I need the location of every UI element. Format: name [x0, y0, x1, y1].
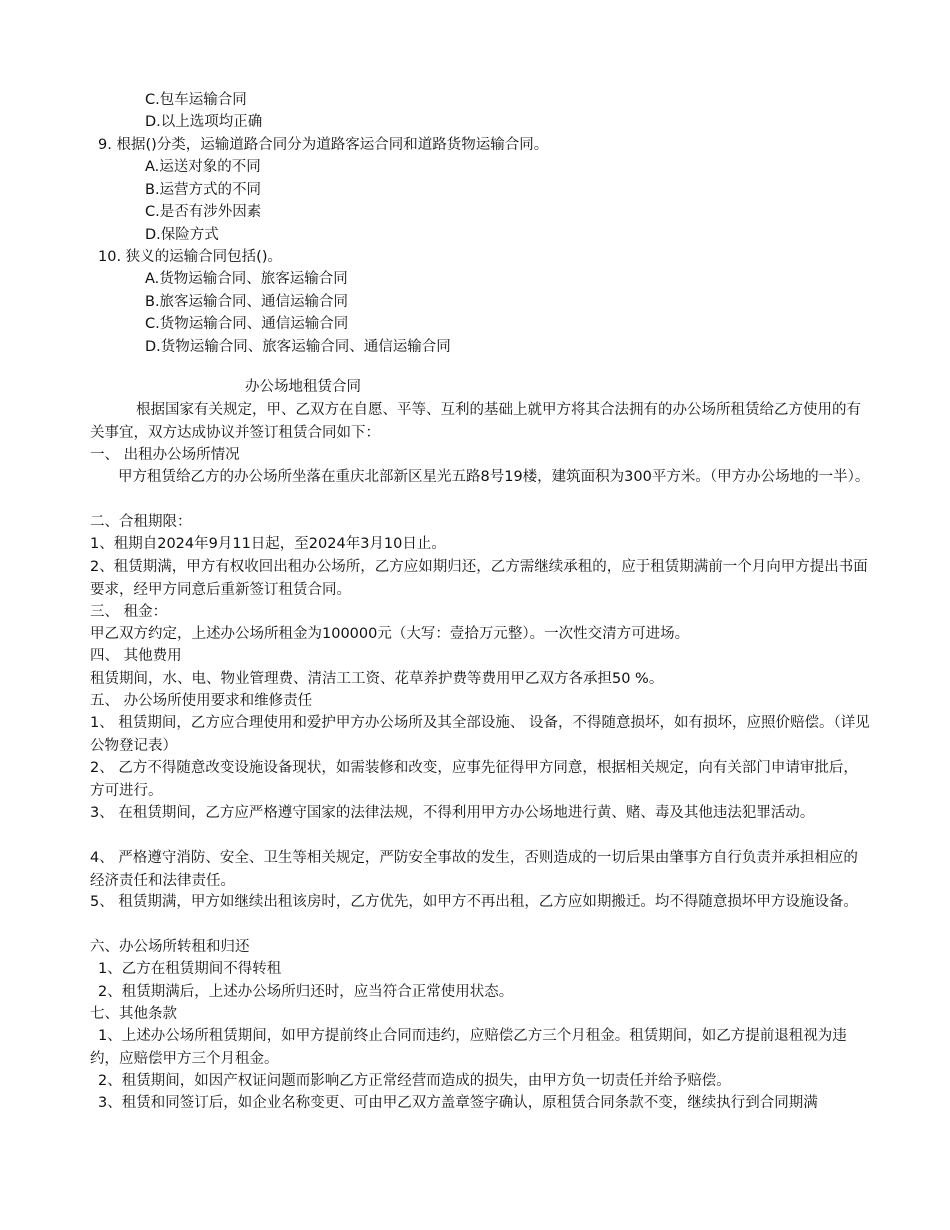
- q8-option-d: D.以上选项均正确: [145, 114, 263, 130]
- section-5-item-2: 2、 乙方不得随意改变设施设备现状，如需装修和改变，应事先征得甲方同意，根据相关规定，向有关部门申请审批后，方可进行。: [90, 760, 858, 799]
- section-3-text: 甲乙双方约定，上述办公场所租金为100000元（大写：壹拾万元整）。一次性交清方可进场。: [90, 626, 690, 642]
- section-6-heading: 六、办公场所转租和归还: [90, 939, 250, 955]
- q9-option-b: B.运营方式的不同: [145, 182, 262, 198]
- q10-option-d: D.货物运输合同、旅客运输合同、通信运输合同: [145, 339, 451, 355]
- section-4-heading: 四、 其他费用: [90, 648, 182, 664]
- q9-option-d: D.保险方式: [145, 227, 219, 243]
- section-7-item-3: 3、租赁和同签订后，如企业名称变更、可由甲乙双方盖章签字确认，原租赁合同条款不变，继续执行到合同期满: [98, 1095, 818, 1111]
- section-7-item-2: 2、租赁期间，如因产权证问题而影响乙方正常经营而造成的损失，由甲方负一切责任并给予赔偿。: [98, 1073, 731, 1089]
- section-5-heading: 五、 办公场所使用要求和维修责任: [90, 693, 313, 709]
- section-2-heading: 二、合租期限：: [90, 514, 192, 530]
- section-3-heading: 三、 租金：: [90, 604, 168, 620]
- section-6-item-2: 2、租赁期满后，上述办公场所归还时，应当符合正常使用状态。: [98, 984, 514, 1000]
- contract-title: 办公场地租赁合同: [245, 379, 361, 395]
- section-7-item-1: 1、上述办公场所租赁期间，如甲方提前终止合同而违约，应赔偿乙方三个月租金。租赁期间，如乙方提前退租视为违约，应赔偿甲方三个月租金。: [90, 1028, 847, 1067]
- section-7-heading: 七、其他条款: [90, 1006, 177, 1022]
- section-2-item-1: 1、租期自2024年9月11日起，至2024年3月10日止。: [90, 536, 446, 552]
- contract-intro: 根据国家有关规定，甲、乙双方在自愿、平等、互利的基础上就甲方将其合法拥有的办公场所租赁给乙方使用的有关事宜，双方达成协议并签订租赁合同如下：: [90, 402, 861, 441]
- section-6-item-1: 1、乙方在租赁期间不得转租: [98, 961, 282, 977]
- section-5-item-5: 5、 租赁期满，甲方如继续出租该房时，乙方优先，如甲方不再出租，乙方应如期搬迁。均不得随意损坏甲方设施设备。: [90, 894, 858, 910]
- section-1-heading: 一、 出租办公场所情况: [90, 447, 240, 463]
- q9-stem: 9. 根据()分类，运输道路合同分为道路客运合同和道路货物运输合同。: [98, 137, 549, 153]
- section-5-item-3: 3、 在租赁期间，乙方应严格遵守国家的法律法规，不得利用甲方办公场地进行黄、赌、毒及其他违法犯罪活动。: [90, 805, 815, 821]
- q10-option-c: C.货物运输合同、通信运输合同: [145, 316, 349, 332]
- section-5-item-4: 4、 严格遵守消防、安全、卫生等相关规定，严防安全事故的发生，否则造成的一切后果由肇事方自行负责并承担相应的经济责任和法律责任。: [90, 850, 858, 889]
- section-5-item-1: 1、 租赁期间，乙方应合理使用和爱护甲方办公场所及其全部设施、 设备，不得随意损坏，如有损坏，应照价赔偿。（详见公物登记表）: [90, 715, 870, 754]
- q9-option-c: C.是否有涉外因素: [145, 204, 262, 220]
- section-2-item-2: 2、租赁期满，甲方有权收回出租办公场所，乙方应如期归还，乙方需继续承租的，应于租赁期满前一个月向甲方提出书面要求，经甲方同意后重新签订租赁合同。: [90, 559, 868, 598]
- q10-stem: 10. 狭义的运输合同包括()。: [98, 249, 282, 265]
- section-4-text: 租赁期间，水、电、物业管理费、清洁工工资、花草养护费等费用甲乙双方各承担50 %。: [90, 671, 664, 687]
- q10-option-a: A.货物运输合同、旅客运输合同: [145, 271, 348, 287]
- q9-option-a: A.运送对象的不同: [145, 159, 261, 175]
- section-1-text: 甲方租赁给乙方的办公场所坐落在重庆北部新区星光五路8号19楼，建筑面积为300平方米。（甲方办公场地的一半）。: [118, 469, 870, 485]
- q10-option-b: B.旅客运输合同、通信运输合同: [145, 294, 349, 310]
- q8-option-c: C.包车运输合同: [145, 92, 247, 108]
